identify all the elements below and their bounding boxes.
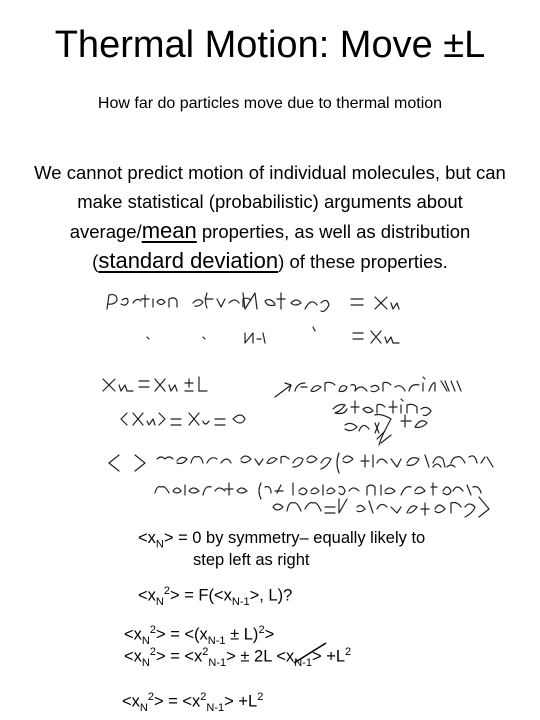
slide-title: Thermal Motion: Move ±L xyxy=(54,24,486,66)
eq-sub: N xyxy=(155,595,164,608)
eq-text: <x xyxy=(138,529,156,547)
std-dev-term: standard deviation xyxy=(98,248,279,273)
eq-sub: N-1 xyxy=(208,656,227,669)
eq-sup: 2 xyxy=(149,646,156,658)
eq-sup: 2 xyxy=(149,624,156,636)
eq-sup: 2 xyxy=(345,646,352,658)
eq-text: > = <x xyxy=(153,692,201,711)
eq-sub: N-1 xyxy=(207,634,226,647)
eq-text: > = 0 by symmetry– equally likely to xyxy=(163,529,426,547)
eq-text: <x xyxy=(122,692,140,711)
eq-text: > +L xyxy=(224,692,258,711)
equation-mean-continuation: step left as right xyxy=(193,551,310,569)
slide-subtitle: How far do particles move due to thermal motion xyxy=(97,95,443,112)
eq-sub: N-1 xyxy=(294,656,312,669)
eq-sub: N xyxy=(141,656,150,669)
eq-text: > = <x xyxy=(155,647,203,666)
eq-text: <x xyxy=(124,625,142,644)
strike-through-mark xyxy=(290,639,350,667)
eq-sub: N xyxy=(155,538,164,551)
eq-sub: N-1 xyxy=(206,701,225,714)
eq-text: >, L)? xyxy=(249,586,293,605)
paragraph-text-1: We cannot predict motion of individual molecules, but can make statistical (probabilistic) arguments about average/ xyxy=(34,162,506,242)
equation-result xyxy=(122,686,263,719)
eq-sub: N xyxy=(139,701,148,714)
eq-text: <x xyxy=(124,647,142,666)
eq-sup: 2 xyxy=(257,691,264,703)
eq-sub: N xyxy=(141,634,150,647)
eq-text: > +L xyxy=(311,647,346,666)
eq-text: > ± 2L <x xyxy=(226,647,295,666)
eq-text: <x xyxy=(138,586,156,605)
mean-term: mean xyxy=(141,218,197,243)
paragraph-text-2: properties, as well as distribution ( xyxy=(92,221,471,272)
handwritten-notes-image xyxy=(95,287,515,522)
eq-sup: 2 xyxy=(163,585,170,597)
eq-sub: N-1 xyxy=(231,595,250,608)
eq-sup: 2 xyxy=(202,646,209,658)
eq-text: > = <(x xyxy=(155,625,208,644)
eq-sup: 2 xyxy=(258,624,265,636)
eq-sup: 2 xyxy=(200,691,207,703)
intro-paragraph xyxy=(30,158,510,276)
equation-question xyxy=(138,580,292,613)
eq-text: > xyxy=(264,625,275,644)
eq-text: ± L) xyxy=(225,625,259,644)
paragraph-text-3: ) of these properties. xyxy=(278,251,448,272)
eq-sup: 2 xyxy=(147,691,154,703)
eq-text: > = F(<x xyxy=(169,586,232,605)
